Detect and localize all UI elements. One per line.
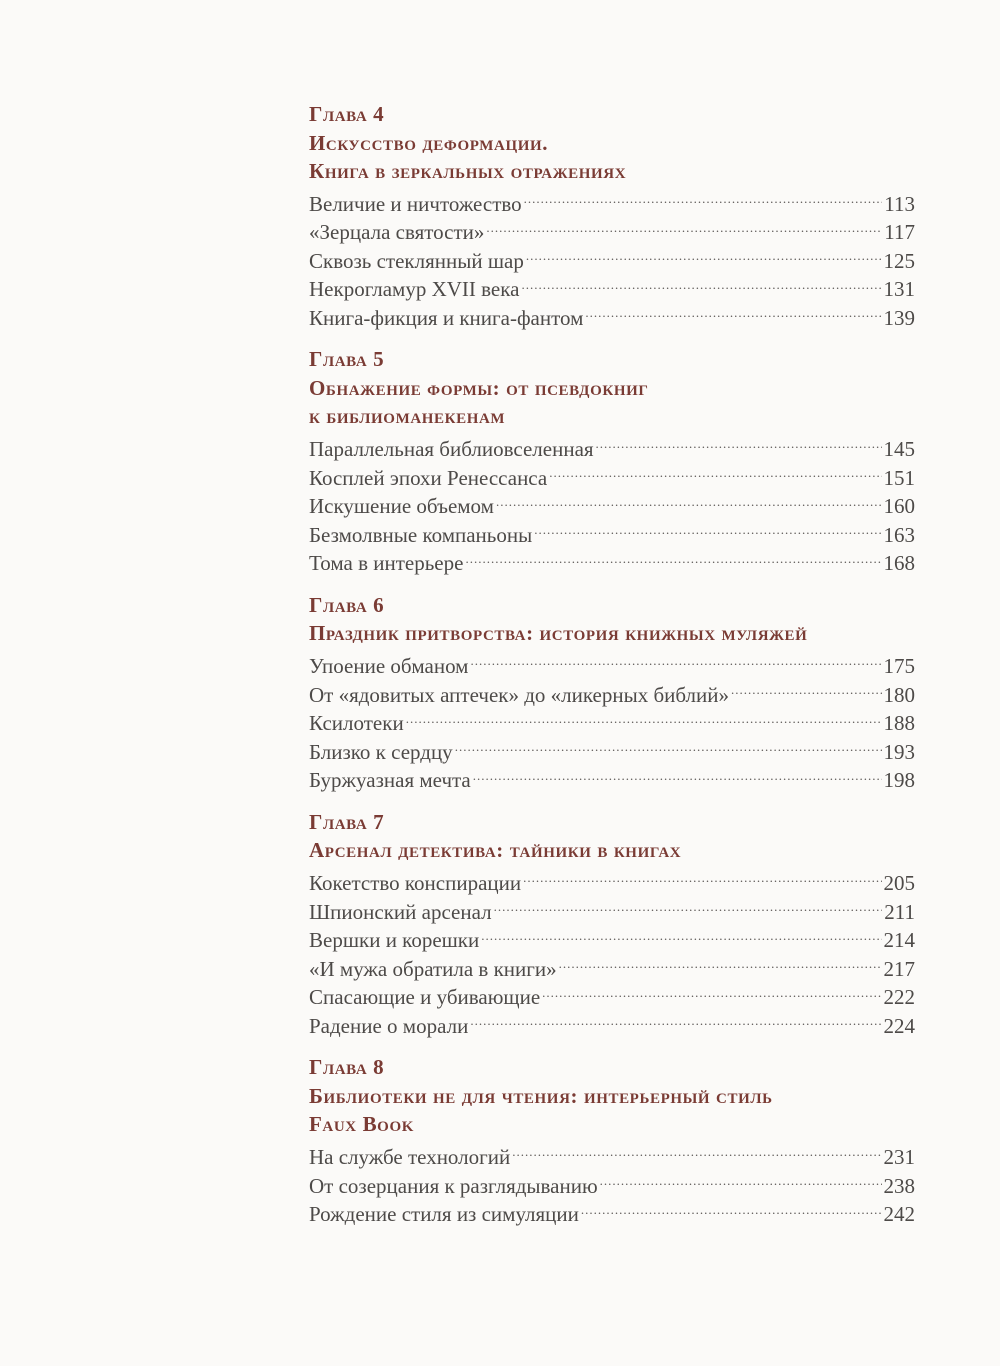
chapter-label: Глава 7 xyxy=(309,809,385,834)
page-number: 188 xyxy=(883,711,915,736)
toc-entry[interactable] xyxy=(309,955,915,984)
page-number: 205 xyxy=(883,870,915,895)
chapter-title xyxy=(309,619,915,648)
dot-leader xyxy=(534,521,881,542)
toc-entry[interactable] xyxy=(309,898,915,927)
page-number: 214 xyxy=(883,928,915,953)
entry-title: Тома в интерьере xyxy=(309,551,464,576)
entry-title: Спасающие и убивающие xyxy=(309,985,541,1010)
toc-entry[interactable] xyxy=(309,304,915,333)
page-number: 151 xyxy=(883,465,915,490)
dot-leader xyxy=(559,955,882,976)
entry-title: Кокетство конспирации xyxy=(309,870,522,895)
toc-entry[interactable] xyxy=(309,869,915,898)
toc-entry[interactable] xyxy=(309,190,915,219)
entry-title: Книга-фикция и книга-фантом xyxy=(309,305,584,330)
page-number: 160 xyxy=(883,494,915,519)
toc-entry[interactable] xyxy=(309,1143,915,1172)
toc-entry[interactable] xyxy=(309,218,915,247)
page-number: 238 xyxy=(883,1173,915,1198)
toc-entry[interactable] xyxy=(309,247,915,276)
page-number: 175 xyxy=(883,653,915,678)
dot-leader xyxy=(585,304,881,325)
entry-title: Буржуазная мечта xyxy=(309,768,471,793)
entry-title: Параллельная библиовселенная xyxy=(309,436,594,461)
chapter-title-line: Арсенал детектива: тайники в книгах xyxy=(309,838,682,863)
chapter-6 xyxy=(309,591,915,795)
toc-entry[interactable] xyxy=(309,709,915,738)
entry-title: «И мужа обратила в книги» xyxy=(309,956,557,981)
chapter-title xyxy=(309,374,915,431)
entry-list xyxy=(309,435,915,578)
entry-title: Радение о морали xyxy=(309,1013,469,1038)
entry-title: Косплей эпохи Ренессанса xyxy=(309,465,548,490)
page-number: 139 xyxy=(883,305,915,330)
page-number: 113 xyxy=(884,191,915,216)
toc-entry[interactable] xyxy=(309,492,915,521)
entry-list xyxy=(309,1143,915,1229)
chapter-8 xyxy=(309,1053,915,1228)
dot-leader xyxy=(486,218,882,239)
entry-title: Искушение объемом xyxy=(309,494,494,519)
toc-entry[interactable] xyxy=(309,549,915,578)
toc-entry[interactable] xyxy=(309,1012,915,1041)
entry-title: Сквозь стеклянный шар xyxy=(309,248,524,273)
dot-leader xyxy=(731,681,881,702)
page-number: 193 xyxy=(883,739,915,764)
dot-leader xyxy=(455,738,882,759)
entry-title: От созерцания к разглядыванию xyxy=(309,1173,598,1198)
toc-entry[interactable] xyxy=(309,738,915,767)
table-of-contents xyxy=(309,100,915,1229)
dot-leader xyxy=(526,247,882,268)
spacer xyxy=(309,1040,915,1053)
dot-leader xyxy=(581,1200,882,1221)
page-number: 117 xyxy=(884,220,915,245)
entry-title: Безмолвные компаньоны xyxy=(309,522,533,547)
page-number: 125 xyxy=(883,248,915,273)
entry-title: Шпионский арсенал xyxy=(309,899,492,924)
chapter-title-line: Праздник притворства: история книжных муляжей xyxy=(309,621,808,646)
entry-title: Некрогламур XVII века xyxy=(309,277,520,302)
spacer xyxy=(309,795,915,808)
chapter-label: Глава 4 xyxy=(309,102,385,126)
dot-leader xyxy=(600,1172,882,1193)
dot-leader xyxy=(481,926,881,947)
entry-title: Рождение стиля из симуляции xyxy=(309,1202,579,1227)
dot-leader xyxy=(496,492,882,513)
page-number: 222 xyxy=(883,985,915,1010)
page-number: 211 xyxy=(884,899,915,924)
page-number: 231 xyxy=(883,1144,915,1169)
dot-leader xyxy=(524,190,883,211)
toc-entry[interactable] xyxy=(309,652,915,681)
chapter-label: Глава 8 xyxy=(309,1055,385,1080)
entry-title: Ксилотеки xyxy=(309,711,404,736)
toc-entry[interactable] xyxy=(309,926,915,955)
spacer xyxy=(309,332,915,345)
toc-entry[interactable] xyxy=(309,435,915,464)
page-number: 180 xyxy=(883,682,915,707)
dot-leader xyxy=(465,549,881,570)
dot-leader xyxy=(549,464,881,485)
chapter-title-line: Faux Book xyxy=(309,1112,414,1137)
toc-entry[interactable] xyxy=(309,1172,915,1201)
page-number: 242 xyxy=(883,1202,915,1227)
dot-leader xyxy=(473,766,882,787)
chapter-title xyxy=(309,1082,915,1139)
chapter-title xyxy=(309,129,915,186)
dot-leader xyxy=(494,898,883,919)
toc-entry[interactable] xyxy=(309,983,915,1012)
toc-entry[interactable] xyxy=(309,766,915,795)
page-number: 168 xyxy=(883,551,915,576)
toc-entry[interactable] xyxy=(309,464,915,493)
entry-title: Близко к сердцу xyxy=(309,739,453,764)
entry-title: От «ядовитых аптечек» до «ликерных библий» xyxy=(309,682,730,707)
toc-entry[interactable] xyxy=(309,1200,915,1229)
dot-leader xyxy=(542,983,881,1004)
chapter-4 xyxy=(309,100,915,332)
entry-list xyxy=(309,190,915,333)
page-number: 163 xyxy=(883,522,915,547)
toc-entry[interactable] xyxy=(309,275,915,304)
toc-entry[interactable] xyxy=(309,521,915,550)
chapter-title-line: Библиотеки не для чтения: интерьерный стиль xyxy=(309,1083,773,1108)
chapter-title-line: Книга в зеркальных отражениях xyxy=(309,159,627,183)
page-number: 131 xyxy=(883,277,915,302)
page-number: 217 xyxy=(883,956,915,981)
page-number: 198 xyxy=(883,768,915,793)
chapter-title-line: Обнажение формы: от псевдокниг xyxy=(309,375,649,400)
page-number: 224 xyxy=(883,1013,915,1038)
chapter-label: Глава 6 xyxy=(309,592,385,617)
entry-list xyxy=(309,869,915,1041)
spacer xyxy=(309,578,915,591)
chapter-title xyxy=(309,836,915,865)
chapter-title-line: Искусство деформации. xyxy=(309,130,549,155)
chapter-title-line: к библиоманекенам xyxy=(309,404,506,429)
chapter-label: Глава 5 xyxy=(309,347,385,372)
entry-title: На службе технологий xyxy=(309,1144,511,1169)
dot-leader xyxy=(470,1012,881,1033)
dot-leader xyxy=(523,869,881,890)
entry-title: Величие и ничтожество xyxy=(309,191,522,216)
dot-leader xyxy=(521,275,881,296)
dot-leader xyxy=(406,709,882,730)
page-number: 145 xyxy=(883,436,915,461)
entry-title: Вершки и корешки xyxy=(309,928,480,953)
dot-leader xyxy=(596,435,882,456)
dot-leader xyxy=(470,652,881,673)
entry-title: Упоение обманом xyxy=(309,653,469,678)
dot-leader xyxy=(512,1143,881,1164)
chapter-5 xyxy=(309,345,915,577)
entry-title: «Зерцала святости» xyxy=(309,220,485,245)
entry-list xyxy=(309,652,915,795)
toc-entry[interactable] xyxy=(309,681,915,710)
chapter-7 xyxy=(309,808,915,1041)
